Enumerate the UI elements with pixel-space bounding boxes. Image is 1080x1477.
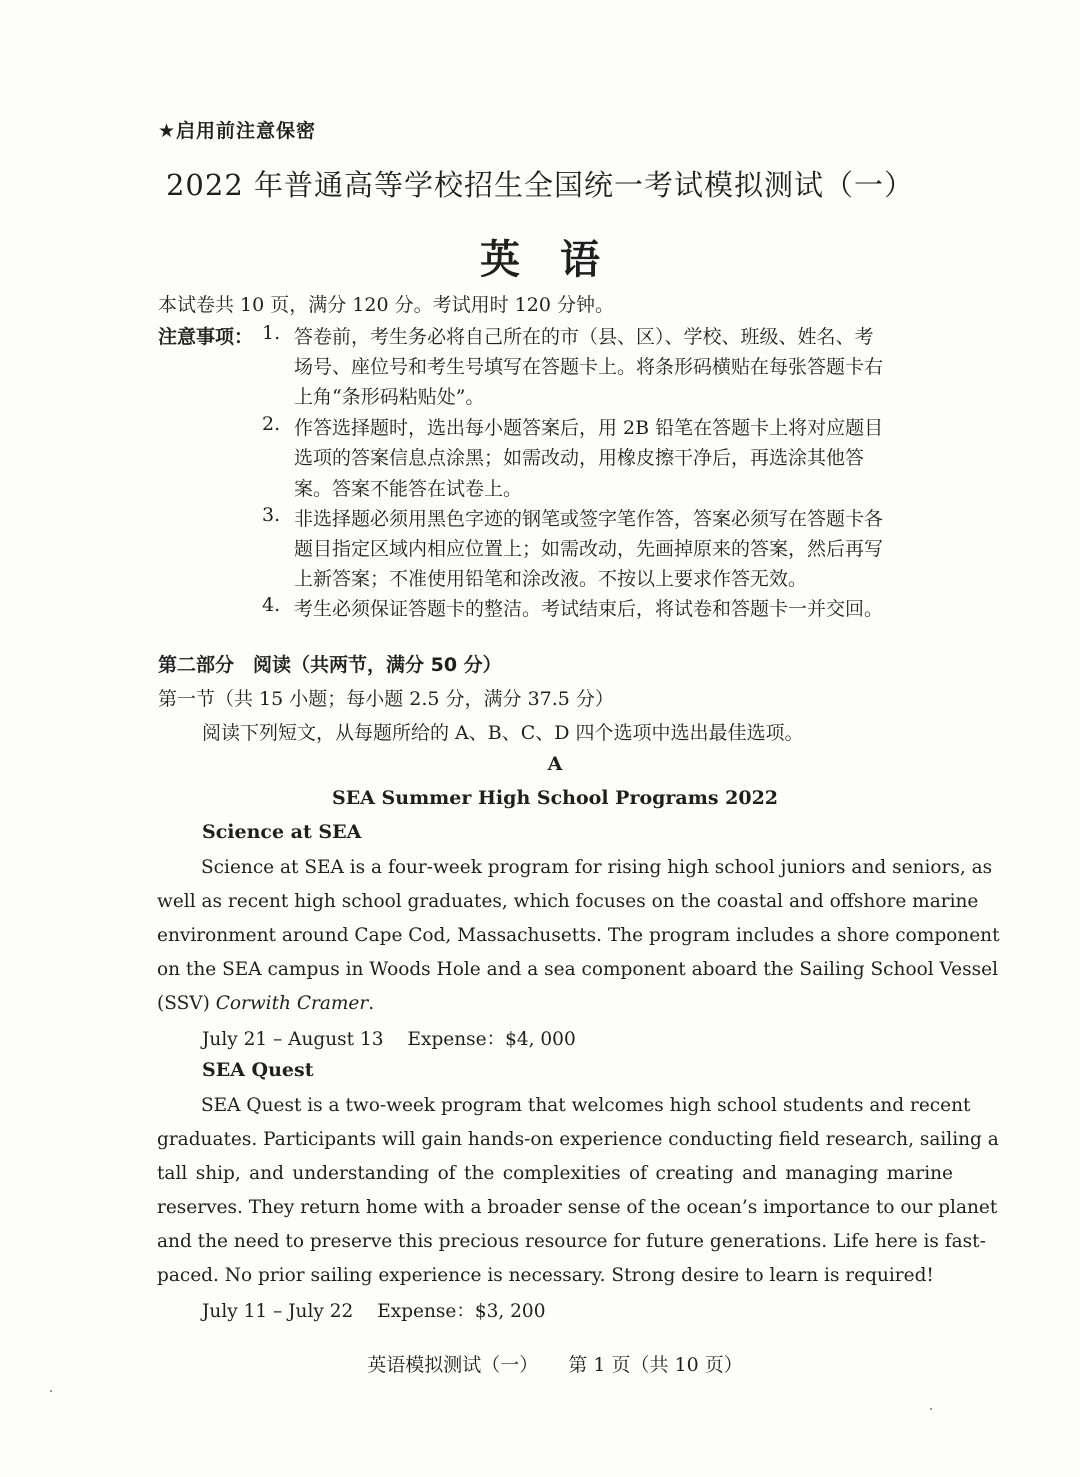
program-description: [157, 851, 1000, 1021]
paragraph-line: Science at SEA is a four-week program for rising high school juniors and seniors, as: [201, 857, 993, 878]
subsection-heading: 第一节（共 15 小题；每小题 2.5 分，满分 37.5 分）: [158, 688, 614, 710]
program-schedule: [202, 1025, 576, 1051]
scan-speck: [930, 1408, 932, 1410]
notice-line: 选项的答案信息点涂黑；如需改动，用橡皮擦干净后，再选涂其他答: [294, 447, 865, 469]
paragraph-line: graduates. Participants will gain hands-on experience conducting field research, sailing a: [157, 1129, 999, 1150]
notice-line: 题目指定区域内相应位置上；如需改动，先画掉原来的答案，然后再写: [294, 538, 884, 560]
passage-letter: A: [547, 753, 563, 775]
paragraph-line-text: (SSV): [157, 993, 216, 1014]
notice-label: 注意事项：: [158, 326, 254, 348]
footer-page-number: 第 1 页（共 10 页）: [568, 1354, 743, 1376]
notice-line: 作答选择题时，选出每小题答案后，用 2B 铅笔在答题卡上将对应题目: [294, 417, 884, 439]
notice-line: 答卷前，考生务必将自己所在的市（县、区）、学校、班级、姓名、考: [294, 326, 874, 348]
notice-item-number: 1.: [262, 322, 281, 344]
paragraph-line: and the need to preserve this precious resource for future generations. Life here is fast-: [157, 1231, 986, 1252]
exam-title: 2022 年普通高等学校招生全国统一考试模拟测试（一）: [165, 168, 915, 202]
section-heading: 第二部分 阅读（共两节，满分 50 分）: [158, 654, 502, 676]
paragraph-line: on the SEA campus in Woods Hole and a sea component aboard the Sailing School Vessel: [157, 959, 998, 980]
paragraph-line: paced. No prior sailing experience is necessary. Strong desire to learn is required!: [157, 1265, 934, 1286]
notice-line: 上新答案；不准使用铅笔和涂改液。不按以上要求作答无效。: [294, 568, 808, 590]
paragraph-line: SEA Quest is a two-week program that welcomes high school students and recent: [201, 1095, 971, 1116]
program-expense: Expense：$3, 200: [377, 1301, 546, 1322]
exam-intro: 本试卷共 10 页，满分 120 分。考试用时 120 分钟。: [158, 294, 614, 316]
page-footer: [0, 1350, 1080, 1377]
subject-title: 英语: [480, 237, 640, 283]
notice-item-number: 4.: [262, 594, 281, 616]
reading-instruction: 阅读下列短文，从每题所给的 A、B、C、D 四个选项中选出最佳选项。: [202, 722, 804, 744]
paragraph-line: (SSV) Corwith Cramer.: [157, 993, 375, 1014]
paragraph-line: environment around Cape Cod, Massachusetts. The program includes a shore component: [157, 925, 1000, 946]
scan-speck: [50, 1390, 52, 1392]
program-expense: Expense：$4, 000: [407, 1029, 576, 1050]
notice-item-number: 3.: [262, 504, 281, 526]
vessel-name: Corwith Cramer: [215, 993, 369, 1014]
paragraph-line: well as recent high school graduates, which focuses on the coastal and offshore marine: [157, 891, 979, 912]
program-name: Science at SEA: [202, 821, 362, 843]
program-schedule: [202, 1297, 545, 1323]
notice-line: 场号、座位号和考生号填写在答题卡上。将条形码横贴在每张答题卡右: [294, 356, 884, 378]
paragraph-line: reserves. They return home with a broader sense of the ocean’s importance to our planet: [157, 1197, 998, 1218]
program-description: [157, 1089, 999, 1293]
footer-exam-name: 英语模拟测试（一）: [367, 1354, 539, 1376]
program-dates: July 21 – August 13: [202, 1029, 384, 1050]
notice-line: 上角“条形码粘贴处”。: [294, 386, 485, 408]
program-dates: July 11 – July 22: [202, 1301, 354, 1322]
notice-line: 考生必须保证答题卡的整洁。考试结束后，将试卷和答题卡一并交回。: [294, 598, 884, 620]
confidential-notice: ★启用前注意保密: [158, 120, 317, 142]
program-name: SEA Quest: [202, 1059, 314, 1081]
notice-item-number: 2.: [262, 413, 281, 435]
passage-title: SEA Summer High School Programs 2022: [331, 787, 779, 809]
notice-line: 案。答案不能答在试卷上。: [294, 478, 523, 500]
notice-line: 非选择题必须用黑色字迹的钢笔或签字笔作答，答案必须写在答题卡各: [294, 508, 884, 530]
paragraph-line: tall ship, and understanding of the complexities of creating and managing marine: [157, 1163, 953, 1184]
